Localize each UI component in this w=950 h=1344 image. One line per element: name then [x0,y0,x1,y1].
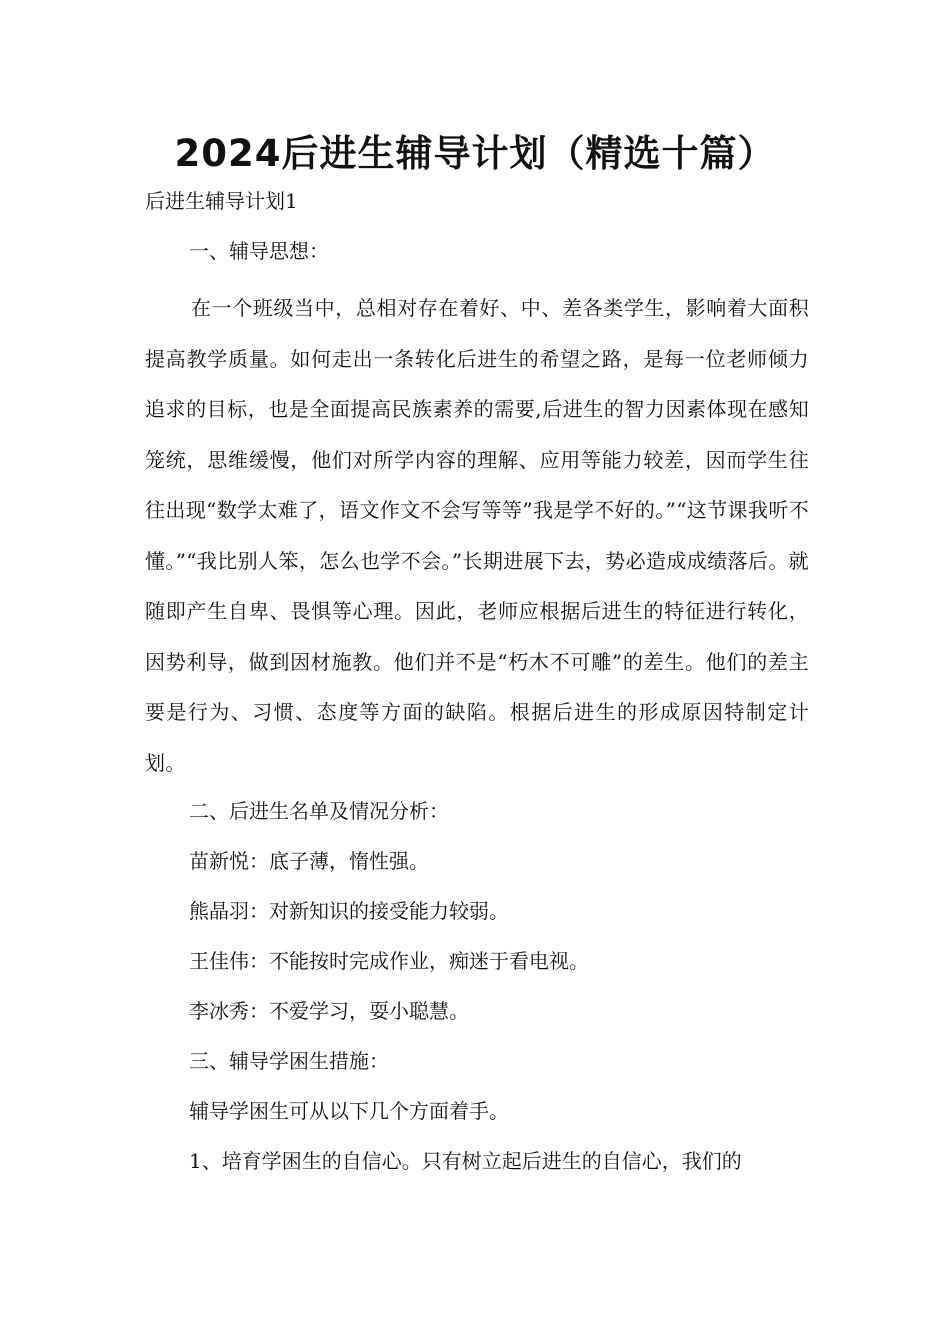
section2-heading: 二、后进生名单及情况分析： [189,799,449,823]
document-body [145,233,809,1193]
student-item: 王佳伟：不能按时完成作业，痴迷于看电视。 [189,949,589,973]
document-subtitle: 后进生辅导计划1 [145,189,298,213]
section3-item-1: 1、培育学困生的自信心。只有树立起后进生的自信心，我们的 [189,1149,742,1173]
section3-intro: 辅导学困生可从以下几个方面着手。 [189,1099,509,1123]
student-item: 李冰秀：不爱学习，耍小聪慧。 [189,999,469,1023]
document-title: 2024后进生辅导计划（精选十篇） [174,132,776,175]
student-item: 熊晶羽：对新知识的接受能力较弱。 [189,899,509,923]
section1-paragraph: 在一个班级当中，总相对存在着好、中、差各类学生，影响着大面积提高教学质量。如何走出一条转化后进生的希望之路，是每一位老师倾力追求的目标，也是全面提高民族素养的需要,后进生的智力因素体现在感知笼统，思维缓慢，他们对所学内容的理解、应用等能力较差，因而学生往往出现“数学太难了，语文作文不会写等等”我是学不好的。”“这节课我听不懂。”“我比别人笨，怎么也学不会。”长期进展下去，势必造成成绩落后。就随即产生自卑、畏惧等心理。因此，老师应根据后进生的特征进行转化，因势利导，做到因材施教。他们并不是“朽木不可雕”的差生。他们的差主要是行为、习惯、态度等方面的缺陷。根据后进生的形成原因特制定计划。 [145,296,809,775]
student-list [145,843,809,1030]
section3-heading: 三、辅导学困生措施： [189,1049,389,1073]
section1-heading: 一、辅导思想： [189,239,329,263]
student-item: 苗新悦：底子薄，惰性强。 [189,849,429,873]
